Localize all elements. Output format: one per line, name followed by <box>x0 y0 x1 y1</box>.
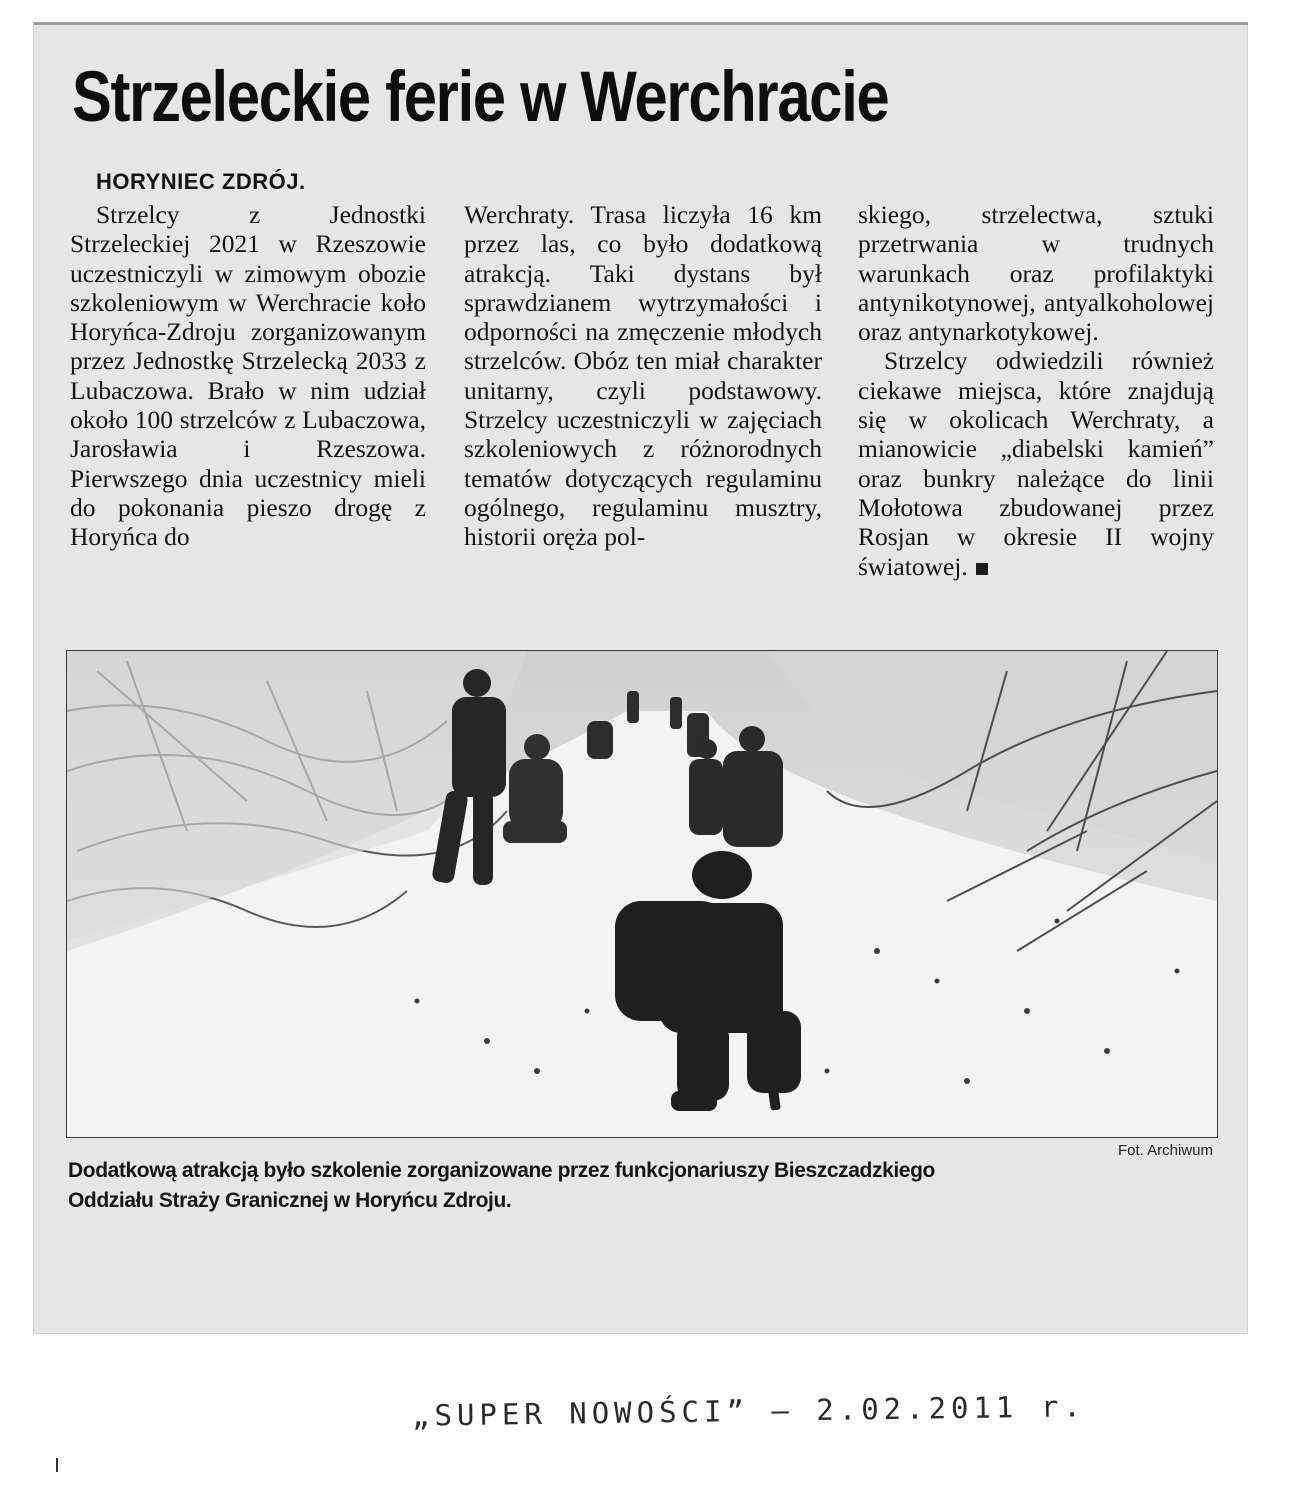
article-headline: Strzeleckie ferie w Werchracie <box>72 58 889 137</box>
caption-line-1: Dodatkową atrakcją było szkolenie zorganizowane przez funkcjonariuszy Bieszczadzkiego <box>68 1159 935 1182</box>
photo-credit: Fot. Archiwum <box>1117 1142 1213 1159</box>
photo-caption <box>68 1156 1068 1216</box>
clipping-top-edge <box>34 22 1248 25</box>
column-3-paragraph-2 <box>858 346 1214 580</box>
article-photo <box>66 650 1218 1138</box>
article-column-2 <box>464 200 822 632</box>
column-3-paragraph-1: skiego, strzelectwa, sztuki przetrwania w trudnych warunkach oraz profilaktyki antynikotynowej, antyalkoholowej oraz antynarkotykowej. <box>858 200 1214 347</box>
column-1-paragraph: Strzelcy z Jednostki Strzeleckiej 2021 w Rzeszowie uczestniczyli w zimowym obozie szkoleniowym w Werchracie koło Horyńca-Zdroju zorganizowanym przez Jednostkę Strzelecką 2033 z Lubaczowa. Brało w nim udział około 100 strzelców z Lubaczowa, Jarosławia i Rzeszowa. Pierwszego dnia uczestnicy mieli do pokonania pieszo drogę z Horyńca do <box>70 200 426 552</box>
article-dateline: HORYNIEC ZDRÓJ. <box>96 169 306 194</box>
snowy-forest-photo-illustration <box>67 651 1217 1137</box>
handwritten-source-note: „SUPER NOWOŚCI” – 2.02.2011 r. <box>411 1389 1087 1433</box>
margin-pencil-mark <box>56 1458 58 1472</box>
column-3-paragraph-2-text: Strzelcy odwiedzili również ciekawe miejsca, które znajdują się w okolicach Werchraty, a mianowicie „diabelski kamień” oraz bunkry należące do linii Mołotowa zbudowanej przez Rosjan w okresie II wojny światowej. <box>858 346 1214 581</box>
caption-line-2: Oddziału Straży Granicznej w Horyńcu Zdroju. <box>68 1189 512 1212</box>
column-2-paragraph: Werchraty. Trasa liczyła 16 km przez las, co było dodatkową atrakcją. Taki dystans był sprawdzianem wytrzymałości i odporności na zmęczenie młodych strzelców. Obóz ten miał charakter unitarny, czyli podstawowy. Strzelcy uczestniczyli w zajęciach szkoleniowych z różnorodnych tematów dotyczących regulaminu ogólnego, regulaminu musztry, historii oręża pol- <box>464 200 822 552</box>
article-column-1 <box>70 200 426 632</box>
end-of-article-icon <box>976 563 988 575</box>
article-column-3 <box>858 200 1214 632</box>
